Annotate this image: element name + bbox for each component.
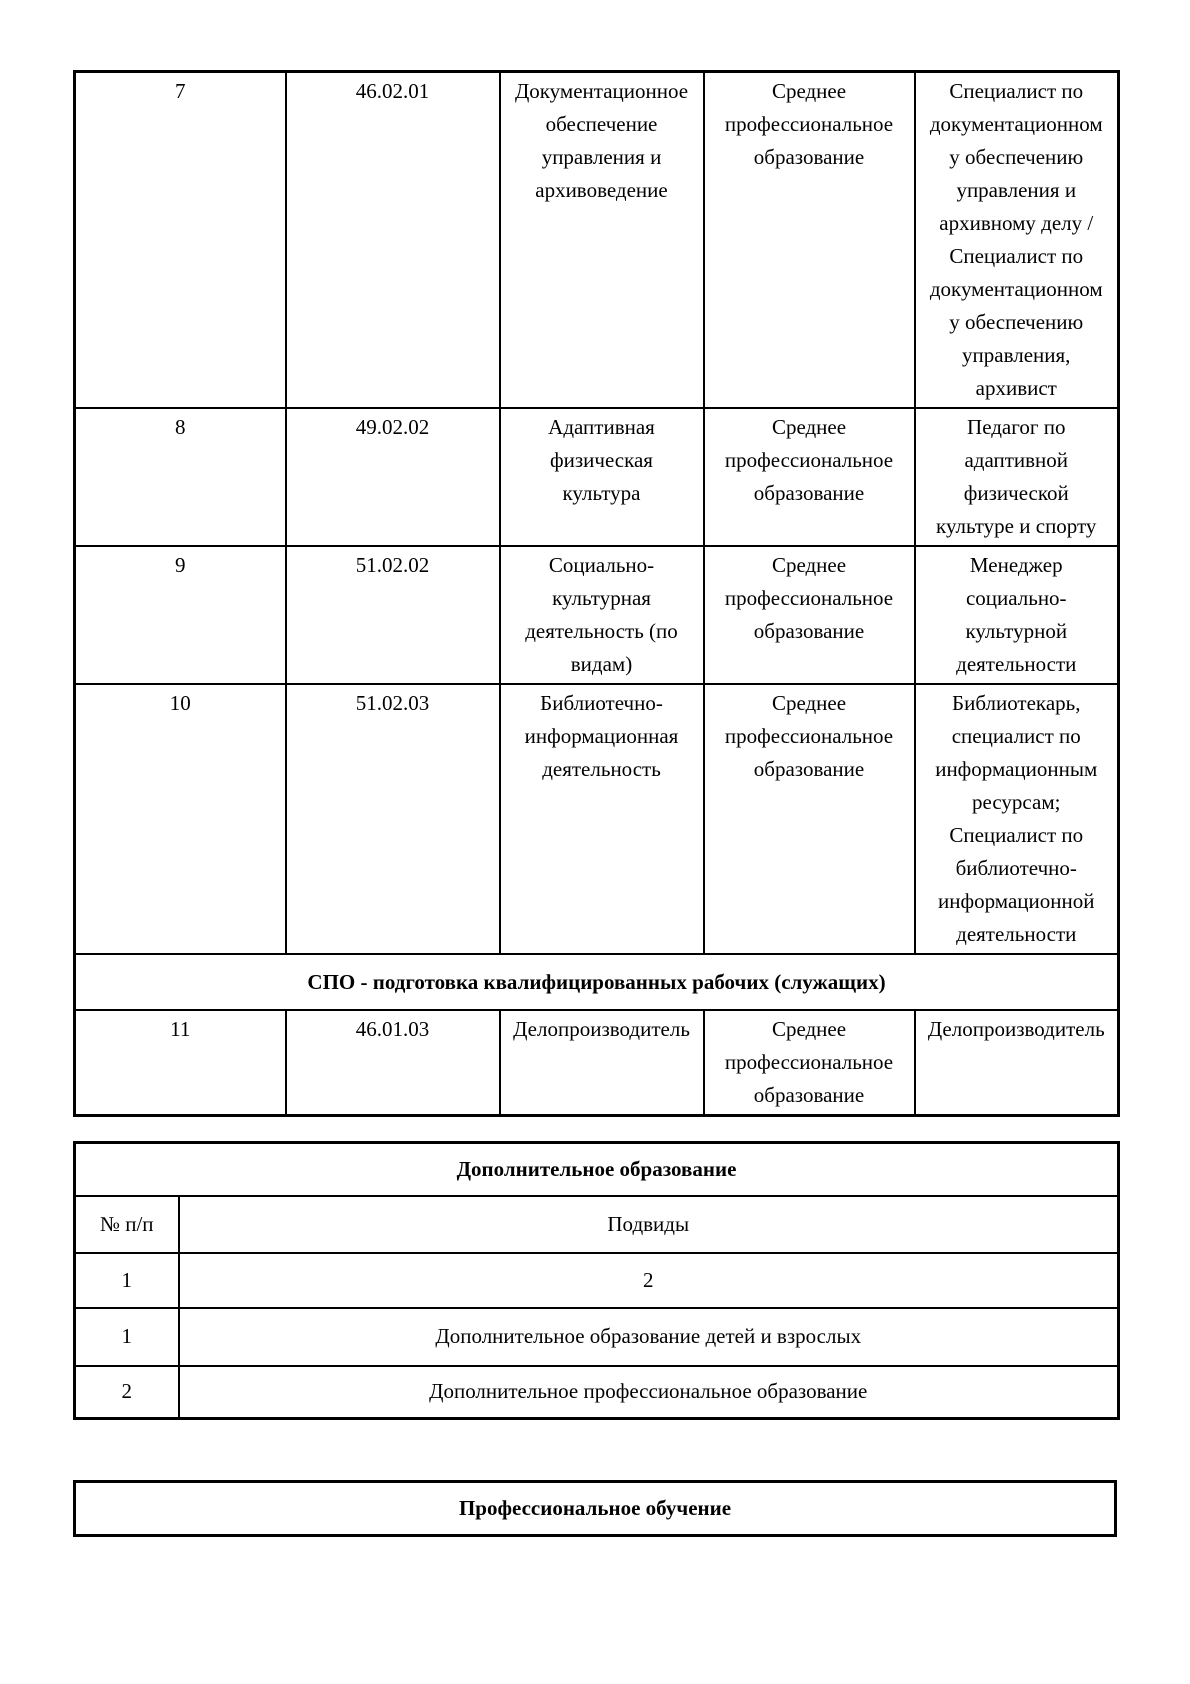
table-title-row: [75, 1482, 1116, 1536]
column-number-cell: 2: [179, 1253, 1119, 1308]
row-number-cell: 1: [75, 1308, 179, 1366]
education-level-cell: Среднее профессиональное образование: [704, 408, 915, 546]
column-header-row: [75, 1196, 1119, 1253]
row-number-cell: 11: [75, 1010, 286, 1116]
row-number-cell: 9: [75, 546, 286, 684]
additional-education-table: [73, 1141, 1120, 1420]
qualification-cell: Педагог по адаптивной физической культуре и спорту: [915, 408, 1119, 546]
table-row: [75, 72, 1119, 409]
table-row: [75, 684, 1119, 954]
program-name-cell: Адаптивная физическая культура: [500, 408, 704, 546]
row-number-cell: 7: [75, 72, 286, 409]
table-row: [75, 1366, 1119, 1419]
qualification-cell: Делопроизводитель: [915, 1010, 1119, 1116]
professional-training-title: Профессиональное обучение: [75, 1482, 1116, 1536]
program-code-cell: 46.02.01: [286, 72, 500, 409]
program-name-cell: Делопроизводитель: [500, 1010, 704, 1116]
table-row: [75, 1010, 1119, 1116]
program-name-cell: Документационное обеспечение управления и архивоведение: [500, 72, 704, 409]
column-number-row: [75, 1253, 1119, 1308]
row-number-cell: 8: [75, 408, 286, 546]
program-name-cell: Библиотечно-информационная деятельность: [500, 684, 704, 954]
subtype-cell: Дополнительное образование детей и взрослых: [179, 1308, 1119, 1366]
additional-education-title: Дополнительное образование: [75, 1143, 1119, 1196]
column-header-num: № п/п: [75, 1196, 179, 1253]
program-code-cell: 51.02.03: [286, 684, 500, 954]
table-row: [75, 408, 1119, 546]
education-level-cell: Среднее профессиональное образование: [704, 546, 915, 684]
spo-section-header: СПО - подготовка квалифицированных рабочих (служащих): [75, 954, 1119, 1010]
table-title-row: [75, 1143, 1119, 1196]
qualification-cell: Менеджер социально-культурной деятельности: [915, 546, 1119, 684]
education-level-cell: Среднее профессиональное образование: [704, 1010, 915, 1116]
section-header-row: [75, 954, 1119, 1010]
program-code-cell: 49.02.02: [286, 408, 500, 546]
qualification-cell: Библиотекарь, специалист по информационным ресурсам; Специалист по библиотечно-информационной деятельности: [915, 684, 1119, 954]
column-header-subtypes: Подвиды: [179, 1196, 1119, 1253]
table-row: [75, 1308, 1119, 1366]
table-row: [75, 546, 1119, 684]
row-number-cell: 10: [75, 684, 286, 954]
professional-training-table: [73, 1480, 1117, 1537]
program-name-cell: Социально-культурная деятельность (по видам): [500, 546, 704, 684]
professional-programs-table: [73, 70, 1120, 1117]
program-code-cell: 51.02.02: [286, 546, 500, 684]
subtype-cell: Дополнительное профессиональное образование: [179, 1366, 1119, 1419]
education-level-cell: Среднее профессиональное образование: [704, 72, 915, 409]
column-number-cell: 1: [75, 1253, 179, 1308]
row-number-cell: 2: [75, 1366, 179, 1419]
qualification-cell: Специалист по документационному обеспечению управления и архивному делу / Специалист по документационному обеспечению управления, архивист: [915, 72, 1119, 409]
education-level-cell: Среднее профессиональное образование: [704, 684, 915, 954]
program-code-cell: 46.01.03: [286, 1010, 500, 1116]
